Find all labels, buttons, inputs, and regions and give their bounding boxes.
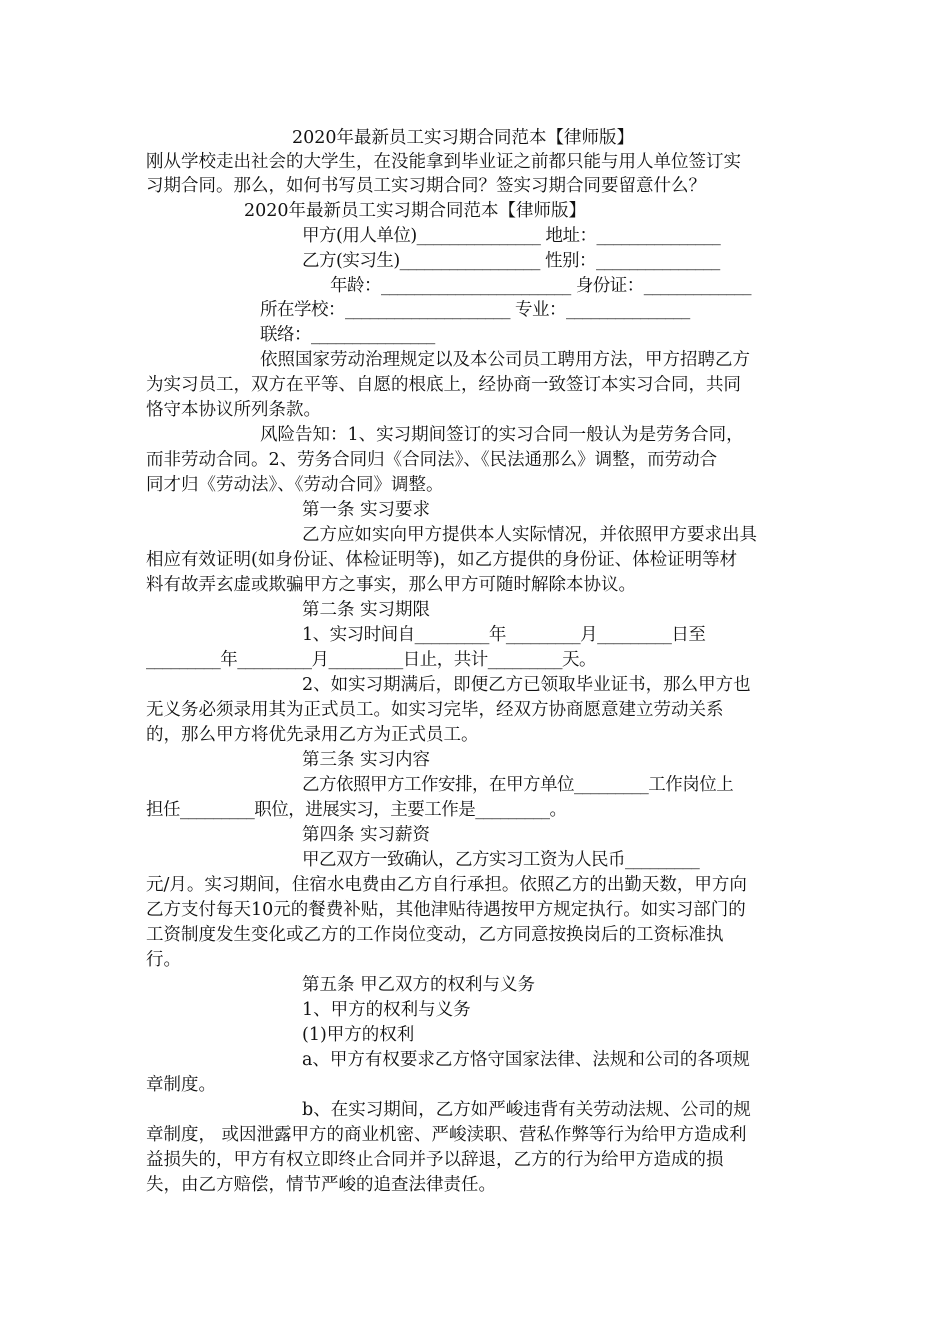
article-5-line: a、甲方有权要求乙方恪守国家法律、法规和公司的各项规 [302, 1050, 750, 1070]
preamble-line: 为实习员工，双方在平等、自愿的根底上，经协商一致签订本实习合同，共同 [146, 375, 741, 395]
party-field-employer: 甲方(用人单位)_______________ 地址：_______________ [302, 226, 721, 246]
article-5-line: 章制度。 [146, 1075, 216, 1095]
article-1-line: 相应有效证明(如身份证、体检证明等)，如乙方提供的身份证、体检证明等材 [146, 550, 738, 570]
article-2-line: 无义务必须录用其为正式员工。如实习完毕，经双方协商愿意建立劳动关系 [146, 700, 724, 720]
risk-line: 同才归《劳动法》、《劳动合同》调整。 [146, 475, 444, 495]
risk-line: 而非劳动合同。2、劳务合同归《合同法》、《民法通那么》调整，而劳动合 [146, 450, 718, 470]
article-4-line: 乙方支付每天10元的餐费补贴，其他津贴待遇按甲方规定执行。如实习部门的 [146, 900, 746, 920]
article-4-line: 甲乙双方一致确认，乙方实习工资为人民币_________ [302, 850, 700, 870]
article-3-line: 乙方依照甲方工作安排，在甲方单位_________工作岗位上 [302, 775, 734, 795]
risk-line: 风险告知：1、实习期间签订的实习合同一般认为是劳务合同， [260, 425, 744, 445]
article-1-heading: 第一条 实习要求 [302, 500, 431, 520]
article-2-line: _________年_________月_________日止，共计_________天。 [146, 650, 596, 670]
article-1-line: 料有故弄玄虚或欺骗甲方之事实，那么甲方可随时解除本协议。 [146, 575, 636, 595]
doc-title: 2020年最新员工实习期合同范本【律师版】 [292, 128, 635, 148]
preamble-line: 恪守本协议所列条款。 [146, 400, 321, 420]
party-field-age: 年龄：_______________________ 身份证：_____________ [330, 276, 752, 296]
article-2-heading: 第二条 实习期限 [302, 600, 431, 620]
article-2-line: 2、如实习期满后，即便乙方已领取毕业证书，那么甲方也 [302, 675, 751, 695]
intro-line: 习期合同。那么，如何书写员工实习期合同？签实习期合同要留意什么？ [146, 176, 706, 196]
article-5-subheading: 1、甲方的权利与义务 [302, 1000, 471, 1020]
article-5-line: 失，由乙方赔偿，情节严峻的追查法律责任。 [146, 1175, 496, 1195]
party-field-school: 所在学校：____________________ 专业：_______________ [260, 300, 690, 320]
article-1-line: 乙方应如实向甲方提供本人实际情况，并依照甲方要求出具 [302, 525, 757, 545]
article-5-heading: 第五条 甲乙双方的权利与义务 [302, 975, 536, 995]
preamble-line: 依照国家劳动治理规定以及本公司员工聘用方法，甲方招聘乙方 [260, 350, 750, 370]
article-5-subheading: (1)甲方的权利 [302, 1025, 415, 1045]
article-4-line: 工资制度发生变化或乙方的工作岗位变动，乙方同意按换岗后的工资标准执 [146, 925, 724, 945]
article-3-heading: 第三条 实习内容 [302, 750, 431, 770]
article-5-line: b、在实习期间，乙方如严峻违背有关劳动法规、公司的规 [302, 1100, 751, 1120]
party-field-intern: 乙方(实习生)_________________ 性别：_______________ [302, 251, 720, 271]
article-5-line: 章制度， 或因泄露甲方的商业机密、严峻渎职、营私作弊等行为给甲方造成利 [146, 1125, 747, 1145]
article-2-line: 1、实习时间自_________年_________月_________日至 [302, 625, 706, 645]
intro-line: 刚从学校走出社会的大学生，在没能拿到毕业证之前都只能与用人单位签订实 [146, 152, 741, 172]
article-3-line: 担任_________职位，进展实习，主要工作是_________。 [146, 800, 567, 820]
article-4-line: 元/月。实习期间，住宿水电费由乙方自行承担。依照乙方的出勤天数，甲方向 [146, 875, 747, 895]
article-5-line: 益损失的，甲方有权立即终止合同并予以辞退，乙方的行为给甲方造成的损 [146, 1150, 724, 1170]
article-4-heading: 第四条 实习薪资 [302, 825, 431, 845]
article-4-line: 行。 [146, 950, 181, 970]
party-field-contact: 联络：_______________ [260, 325, 435, 345]
doc-subtitle: 2020年最新员工实习期合同范本【律师版】 [244, 201, 587, 221]
article-2-line: 的，那么甲方将优先录用乙方为正式员工。 [146, 725, 479, 745]
